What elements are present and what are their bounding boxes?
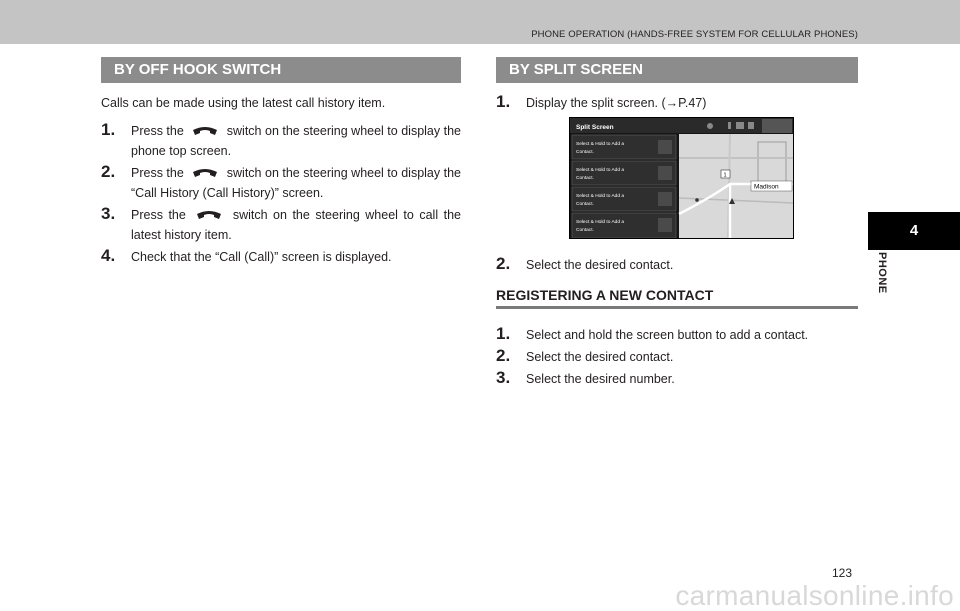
step-number: 4. xyxy=(101,246,116,265)
section-title-off-hook: BY OFF HOOK SWITCH xyxy=(101,57,461,83)
step-1 xyxy=(496,325,858,345)
step-number: 3. xyxy=(101,204,116,223)
right-column xyxy=(496,57,858,387)
step-1 xyxy=(101,121,461,161)
step-text-after: switch on the steering wheel to display the “Call History (Call History)” screen. xyxy=(131,166,461,200)
contact-button-3[interactable] xyxy=(572,187,676,211)
left-column xyxy=(101,57,461,267)
step-number: 2. xyxy=(496,346,511,365)
step-number: 2. xyxy=(496,254,511,273)
subsection-title-registering: REGISTERING A NEW CONTACT xyxy=(496,287,858,309)
step-number: 1. xyxy=(101,120,116,139)
map-label: Madison xyxy=(754,183,779,191)
contact-button-4[interactable] xyxy=(572,213,676,238)
phone-off-hook-icon xyxy=(191,168,219,180)
page-number: 123 xyxy=(832,566,853,580)
svg-text:Contact.: Contact. xyxy=(576,176,594,181)
intro-text: Calls can be made using the latest call history item. xyxy=(101,96,386,110)
svg-text:Select & Hold to Add a: Select & Hold to Add a xyxy=(576,220,624,225)
step-text-before: Press the xyxy=(131,124,184,138)
route-marker: 1 xyxy=(723,172,727,179)
split-screen-image xyxy=(570,118,794,239)
step-text-after: switch on the steering wheel to call the latest history item. xyxy=(131,208,461,242)
svg-text:Select & Hold to Add a: Select & Hold to Add a xyxy=(576,168,624,173)
step-text: Check that the “Call (Call)” screen is displayed. xyxy=(131,250,392,264)
contact-button-1[interactable] xyxy=(572,135,676,159)
svg-text:Contact.: Contact. xyxy=(576,228,594,233)
step-3 xyxy=(496,369,858,389)
step-2 xyxy=(101,163,461,203)
step-text: Select the desired number. xyxy=(526,372,675,386)
screen-title: Split Screen xyxy=(576,124,614,131)
step-number: 2. xyxy=(101,162,116,181)
svg-text:Contact.: Contact. xyxy=(576,150,594,155)
step-2 xyxy=(496,255,858,275)
step-number: 1. xyxy=(496,324,511,343)
step-text: Display the split screen. (→P.47) xyxy=(526,96,707,110)
chapter-tab[interactable]: 4 xyxy=(868,212,960,250)
step-text: Select and hold the screen button to add a contact. xyxy=(526,328,809,342)
split-screen-figure xyxy=(569,117,794,239)
phone-off-hook-icon xyxy=(195,210,223,222)
step-number: 3. xyxy=(496,368,511,387)
section-title-split-screen: BY SPLIT SCREEN xyxy=(496,57,858,83)
step-text: Select the desired contact. xyxy=(526,258,674,272)
contact-button-2[interactable] xyxy=(572,161,676,185)
step-text: Select the desired contact. xyxy=(526,350,674,364)
svg-text:Select & Hold to Add a: Select & Hold to Add a xyxy=(576,142,624,147)
step-text-before: Press the xyxy=(131,166,184,180)
running-header: PHONE OPERATION (HANDS-FREE SYSTEM FOR CELLULAR PHONES) xyxy=(531,29,858,40)
svg-text:Contact.: Contact. xyxy=(576,202,594,207)
step-text-before: Press the xyxy=(131,208,186,222)
step-4 xyxy=(101,247,461,267)
step-2 xyxy=(496,347,858,367)
phone-off-hook-icon xyxy=(191,126,219,138)
step-text-after: switch on the steering wheel to display the phone top screen. xyxy=(131,124,461,158)
svg-text:Select & Hold to Add a: Select & Hold to Add a xyxy=(576,194,624,199)
watermark: carmanualsonline.info xyxy=(675,580,954,611)
step-1 xyxy=(496,93,858,113)
map-panel[interactable] xyxy=(679,134,794,239)
step-number: 1. xyxy=(496,92,511,111)
chapter-label: PHONE xyxy=(876,252,888,294)
step-3 xyxy=(101,205,461,245)
